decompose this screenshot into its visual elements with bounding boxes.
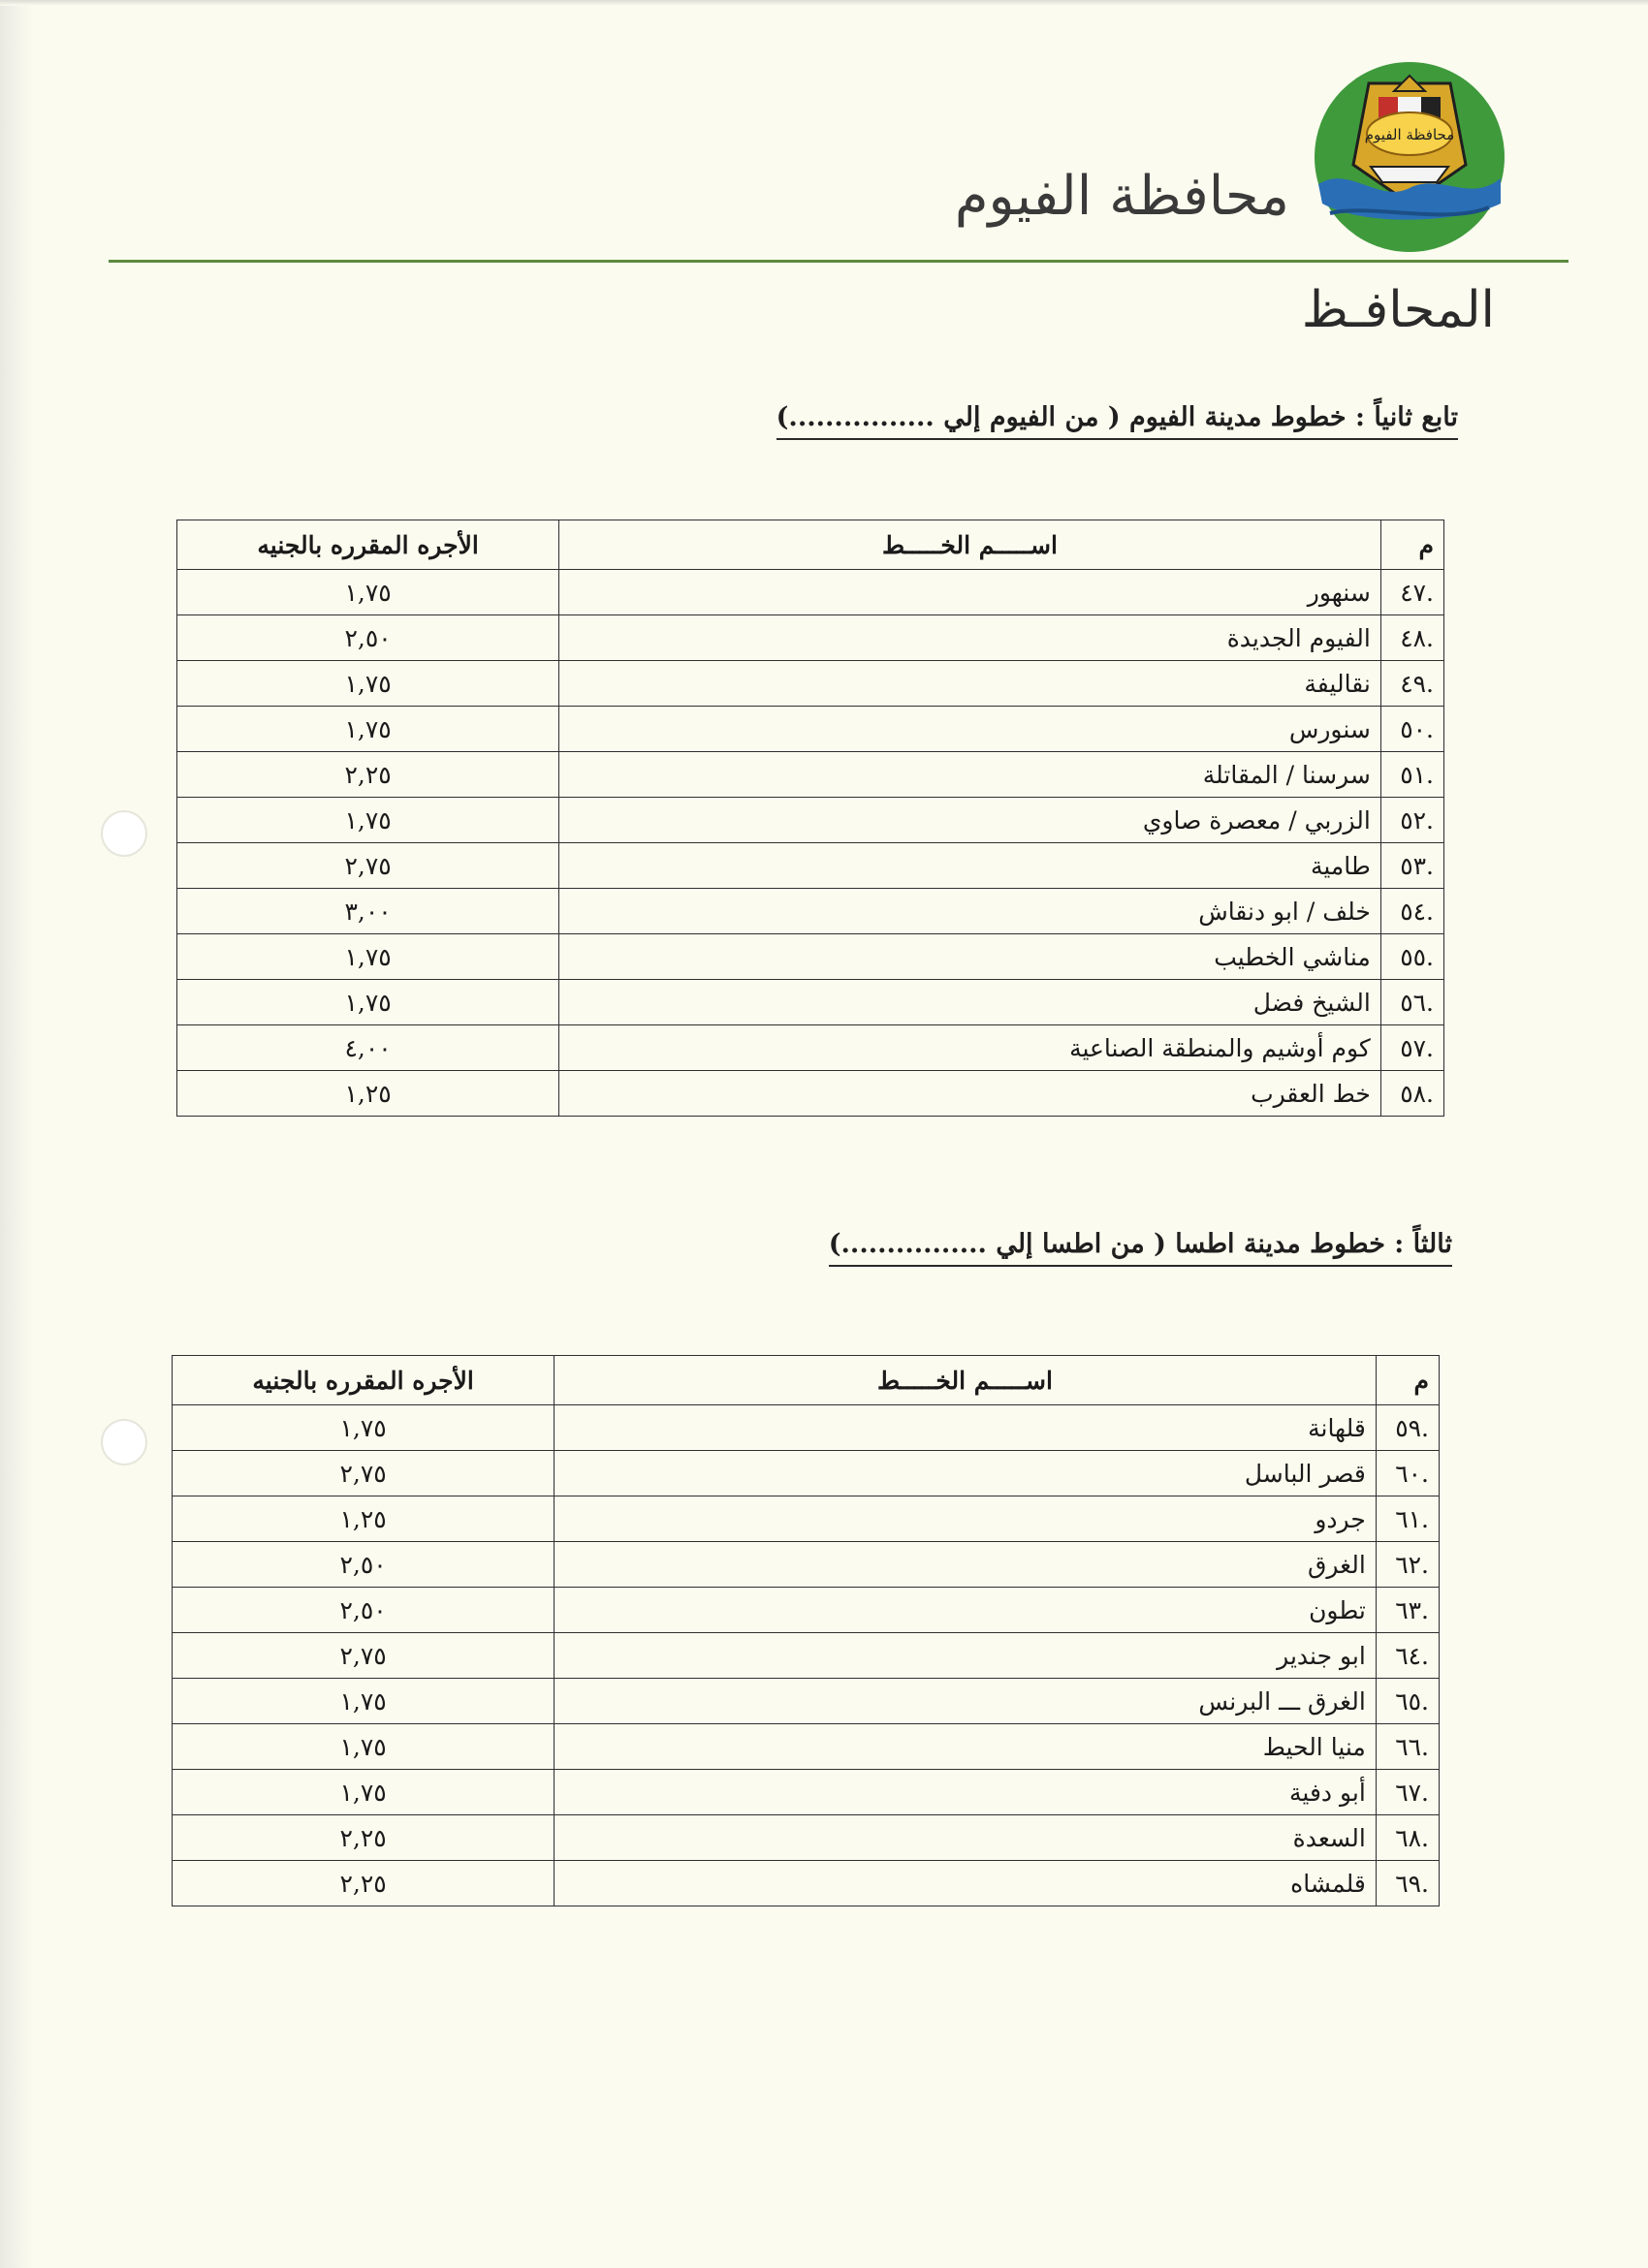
fare-value: ١,٧٥: [177, 798, 559, 843]
row-number: .٤٧: [1380, 570, 1443, 615]
header-route-name: اســـــم الخـــــط: [559, 520, 1381, 570]
fare-value: ٣,٠٠: [177, 889, 559, 934]
fare-value: ١,٢٥: [173, 1496, 555, 1542]
row-number: .٦٤: [1376, 1633, 1439, 1679]
table-row: [177, 843, 1444, 889]
route-name: قلهانة: [555, 1405, 1377, 1451]
row-number: .٥٧: [1380, 1025, 1443, 1071]
fare-value: ٢,٧٥: [173, 1451, 555, 1496]
fare-value: ١,٧٥: [173, 1770, 555, 1815]
route-name: أبو دفية: [555, 1770, 1377, 1815]
row-number: .٦٥: [1376, 1679, 1439, 1724]
route-name: قلمشاه: [555, 1861, 1377, 1906]
scan-left-edge: [0, 0, 33, 2268]
row-number: .٥٩: [1376, 1405, 1439, 1451]
table-row: [173, 1588, 1440, 1633]
row-number: .٥٣: [1380, 843, 1443, 889]
fare-table-fayoum: [176, 520, 1444, 1117]
table-row: [173, 1405, 1440, 1451]
header-route-name: اســـــم الخـــــط: [555, 1356, 1377, 1405]
fare-value: ٢,٢٥: [177, 752, 559, 798]
fare-value: ١,٧٥: [173, 1724, 555, 1770]
row-number: .٤٨: [1380, 615, 1443, 661]
row-number: .٦٩: [1376, 1861, 1439, 1906]
governorate-name: محافظة الفيوم: [954, 165, 1289, 228]
section-title-fayoum-routes: تابع ثانياً : خطوط مدينة الفيوم ( من الفيوم إلي ................): [776, 402, 1458, 440]
table-row: [177, 798, 1444, 843]
route-name: الغرق ـــ البرنس: [555, 1679, 1377, 1724]
fare-value: ١,٧٥: [177, 661, 559, 707]
route-name: نقاليفة: [559, 661, 1381, 707]
table-row: [177, 1071, 1444, 1117]
row-number: .٦٣: [1376, 1588, 1439, 1633]
fare-value: ١,٧٥: [177, 980, 559, 1025]
fare-value: ٢,٧٥: [173, 1633, 555, 1679]
table-row: [177, 1025, 1444, 1071]
table-row: [177, 615, 1444, 661]
row-number: .٥٦: [1380, 980, 1443, 1025]
header-fare: الأجره المقرره بالجنيه: [177, 520, 559, 570]
route-name: خلف / ابو دنقاش: [559, 889, 1381, 934]
fare-value: ١,٧٥: [173, 1679, 555, 1724]
header-num: م: [1380, 520, 1443, 570]
table-row: [177, 934, 1444, 980]
header-num: م: [1376, 1356, 1439, 1405]
route-name: سنهور: [559, 570, 1381, 615]
route-name: خط العقرب: [559, 1071, 1381, 1117]
row-number: .٥٢: [1380, 798, 1443, 843]
fare-value: ٤,٠٠: [177, 1025, 559, 1071]
table-row: [173, 1770, 1440, 1815]
header-fare: الأجره المقرره بالجنيه: [173, 1356, 555, 1405]
fare-value: ١,٧٥: [177, 570, 559, 615]
row-number: .٥١: [1380, 752, 1443, 798]
fare-value: ٢,٥٠: [173, 1542, 555, 1588]
fare-value: ٢,٥٠: [173, 1588, 555, 1633]
table-row: [173, 1496, 1440, 1542]
fare-value: ٢,٥٠: [177, 615, 559, 661]
route-name: مناشي الخطيب: [559, 934, 1381, 980]
row-number: .٥٥: [1380, 934, 1443, 980]
table-row: [173, 1815, 1440, 1861]
table-row: [177, 889, 1444, 934]
row-number: .٦٧: [1376, 1770, 1439, 1815]
row-number: .٥٠: [1380, 707, 1443, 752]
row-number: .٦٦: [1376, 1724, 1439, 1770]
route-name: جردو: [555, 1496, 1377, 1542]
route-name: الغرق: [555, 1542, 1377, 1588]
route-name: الشيخ فضل: [559, 980, 1381, 1025]
fare-value: ١,٢٥: [177, 1071, 559, 1117]
fayoum-governorate-seal-icon: [1311, 58, 1508, 256]
fare-value: ١,٧٥: [177, 707, 559, 752]
table-row: [173, 1724, 1440, 1770]
table-row: [177, 980, 1444, 1025]
fare-table-atsa: [172, 1355, 1440, 1906]
route-name: منيا الحيط: [555, 1724, 1377, 1770]
row-number: .٥٤: [1380, 889, 1443, 934]
section-title-atsa-routes: ثالثاً : خطوط مدينة اطسا ( من اطسا إلي ................): [829, 1229, 1452, 1267]
row-number: .٦٨: [1376, 1815, 1439, 1861]
route-name: كوم أوشيم والمنطقة الصناعية: [559, 1025, 1381, 1071]
row-number: .٥٨: [1380, 1071, 1443, 1117]
route-name: طامية: [559, 843, 1381, 889]
route-name: ابو جندير: [555, 1633, 1377, 1679]
route-name: تطون: [555, 1588, 1377, 1633]
row-number: .٦٠: [1376, 1451, 1439, 1496]
fare-value: ٢,٢٥: [173, 1815, 555, 1861]
table-row: [177, 570, 1444, 615]
table-row: [177, 661, 1444, 707]
table-header-row: [173, 1356, 1440, 1405]
row-number: .٦١: [1376, 1496, 1439, 1542]
punch-hole-upper: [101, 810, 147, 857]
fare-value: ٢,٢٥: [173, 1861, 555, 1906]
row-number: .٦٢: [1376, 1542, 1439, 1588]
fare-value: ١,٧٥: [177, 934, 559, 980]
table-row: [177, 707, 1444, 752]
table-row: [173, 1451, 1440, 1496]
fare-value: ٢,٧٥: [177, 843, 559, 889]
header-rule: [109, 260, 1569, 263]
scan-top-edge: [0, 0, 1648, 6]
route-name: الزربي / معصرة صاوي: [559, 798, 1381, 843]
route-name: السعدة: [555, 1815, 1377, 1861]
route-name: الفيوم الجديدة: [559, 615, 1381, 661]
route-name: سنورس: [559, 707, 1381, 752]
table-header-row: [177, 520, 1444, 570]
row-number: .٤٩: [1380, 661, 1443, 707]
fare-value: ١,٧٥: [173, 1405, 555, 1451]
table-row: [173, 1542, 1440, 1588]
route-name: قصر الباسل: [555, 1451, 1377, 1496]
table-row: [173, 1861, 1440, 1906]
route-name: سرسنا / المقاتلة: [559, 752, 1381, 798]
punch-hole-lower: [101, 1419, 147, 1465]
table-row: [177, 752, 1444, 798]
office-title: المحافـظ: [1301, 281, 1495, 339]
table-row: [173, 1633, 1440, 1679]
seal-label: محافظة الفيوم: [1364, 126, 1455, 143]
table-row: [173, 1679, 1440, 1724]
